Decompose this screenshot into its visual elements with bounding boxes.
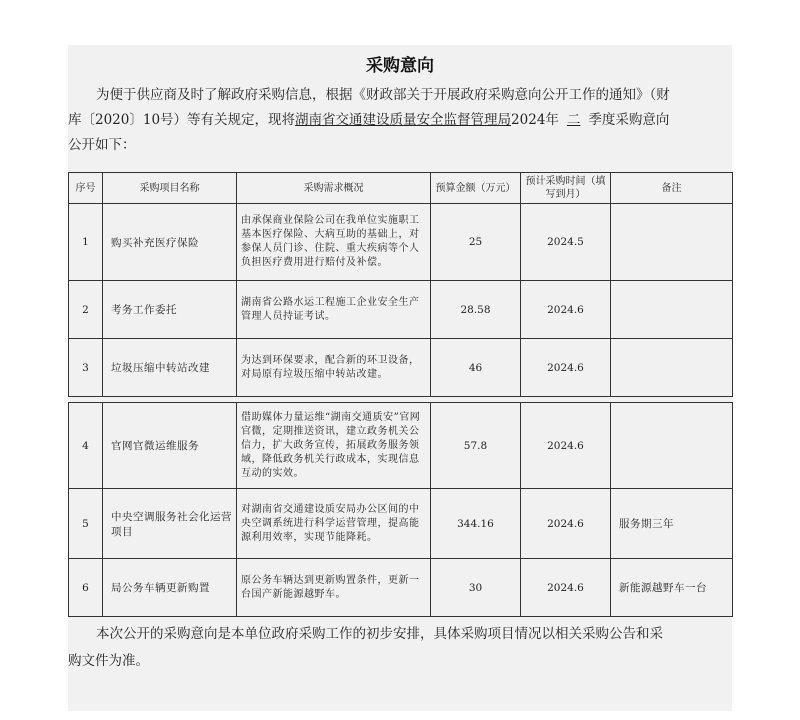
table-row [69, 281, 733, 339]
row-note [611, 204, 733, 281]
row-note [611, 281, 733, 339]
closing-paragraph [68, 621, 732, 675]
row-name: 局公务车辆更新购置 [103, 559, 237, 617]
row-time: 2024.6 [521, 489, 611, 559]
header-desc: 采购需求概况 [237, 173, 431, 204]
row-budget: 46 [431, 339, 521, 397]
row-note [611, 339, 733, 397]
procurement-table-part-2 [68, 402, 733, 617]
row-desc: 原公务车辆达到更新购置条件，更新一台国产新能源越野车。 [237, 559, 431, 617]
document-page [68, 45, 732, 711]
row-no: 5 [69, 489, 103, 559]
intro-line-2-suffix: 季度采购意向 [588, 112, 670, 128]
table-row [69, 559, 733, 617]
row-budget: 28.58 [431, 281, 521, 339]
row-desc: 湖南省公路水运工程施工企业安全生产管理人员持证考试。 [237, 281, 431, 339]
closing-line-2: 购文件为准。 [68, 653, 149, 669]
row-no: 4 [69, 403, 103, 489]
row-desc: 对湖南省交通建设质安局办公区间的中央空调系统进行科学运营管理，提高能源利用效率，实现节能降耗。 [237, 489, 431, 559]
row-name: 购买补充医疗保险 [103, 204, 237, 281]
row-note: 新能源越野车一台 [611, 559, 733, 617]
row-time: 2024.5 [521, 204, 611, 281]
row-time: 2024.6 [521, 339, 611, 397]
table-header-row [69, 173, 733, 204]
row-note [611, 403, 733, 489]
row-no: 3 [69, 339, 103, 397]
closing-line-1: 本次公开的采购意向是本单位政府采购工作的初步安排，具体采购项目情况以相关采购公告和采 [96, 626, 663, 642]
table-row [69, 339, 733, 397]
row-desc: 为达到环保要求，配合新的环卫设备，对局原有垃圾压缩中转站改建。 [237, 339, 431, 397]
row-no: 1 [69, 204, 103, 281]
document-title: 采购意向 [366, 56, 434, 76]
row-note: 服务期三年 [611, 489, 733, 559]
header-budget: 预算金额（万元） [431, 173, 521, 204]
intro-line-2 [68, 108, 732, 133]
header-time: 预计采购时间（填写到月） [521, 173, 611, 204]
row-budget: 25 [431, 204, 521, 281]
row-name: 考务工作委托 [103, 281, 237, 339]
row-budget: 344.16 [431, 489, 521, 559]
intro-paragraph [68, 83, 732, 158]
year-text: 2024年 [511, 112, 559, 128]
row-name: 中央空调服务社会化运营项目 [103, 489, 237, 559]
row-desc: 由承保商业保险公司在我单位实施职工基本医疗保险、大病互助的基础上，对参保人员门诊、住院、重大疾病等个人负担医疗费用进行赔付及补偿。 [237, 204, 431, 281]
procurement-table-part-1 [68, 172, 733, 397]
agency-name: 湖南省交通建设质量安全监督管理局 [295, 112, 512, 128]
intro-line-1: 为便于供应商及时了解政府采购信息，根据《财政部关于开展政府采购意向公开工作的通知》（财 [96, 87, 670, 103]
row-budget: 57.8 [431, 403, 521, 489]
row-no: 2 [69, 281, 103, 339]
intro-line-2-prefix: 库〔2020〕10号）等有关规定，现将 [68, 112, 296, 128]
quarter-text: 二 [566, 112, 581, 128]
row-name: 官网官微运维服务 [103, 403, 237, 489]
row-time: 2024.6 [521, 281, 611, 339]
row-time: 2024.6 [521, 403, 611, 489]
table-row [69, 403, 733, 489]
row-name: 垃圾压缩中转站改建 [103, 339, 237, 397]
row-no: 6 [69, 559, 103, 617]
row-budget: 30 [431, 559, 521, 617]
header-name: 采购项目名称 [103, 173, 237, 204]
header-no: 序号 [69, 173, 103, 204]
intro-line-3: 公开如下： [68, 137, 136, 153]
table-row [69, 204, 733, 281]
row-time: 2024.6 [521, 559, 611, 617]
row-desc: 借助媒体力量运维“湖南交通质安”官网官微，定期推送资讯，建立政务机关公信力，扩大政务宣传，拓展政务服务领域，降低政务机关行政成本，实现信息互动的实效。 [237, 403, 431, 489]
table-row [69, 489, 733, 559]
header-note: 备注 [611, 173, 733, 204]
